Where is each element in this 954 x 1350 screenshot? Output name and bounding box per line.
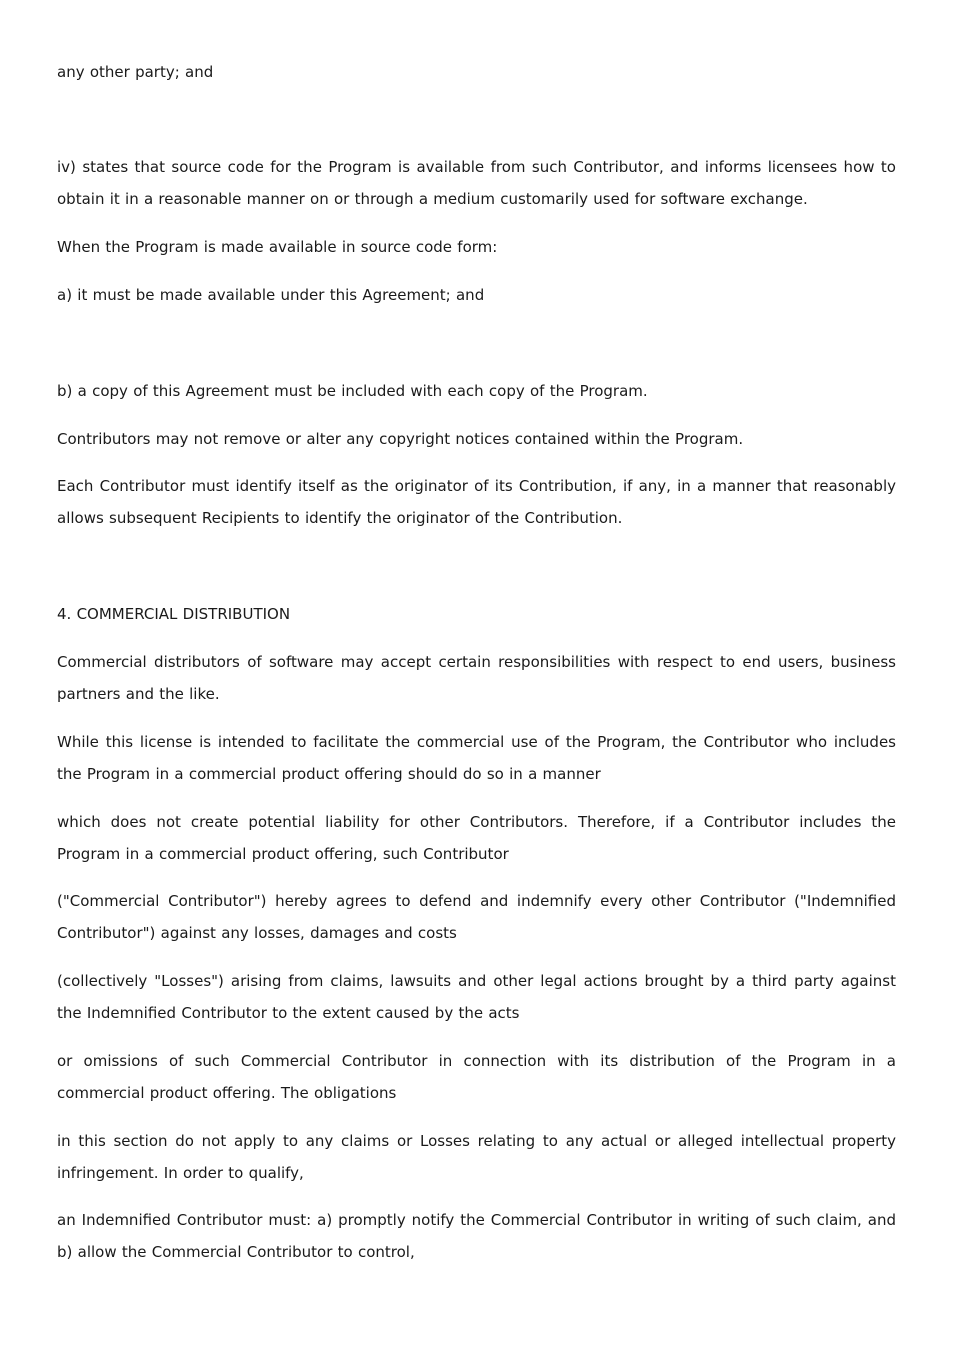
paragraph-iv-source-code: iv) states that source code for the Program is available from such Contributor, and informs licensees how to obtain it in a reasonable manner on or through a medium customarily used for software exchange. (57, 158, 896, 208)
paragraph-in-this-section: in this section do not apply to any claims or Losses relating to any actual or alleged intellectual property infringement. In order to qualify, (57, 1132, 896, 1182)
paragraph-indemnified-contributor-must: an Indemnified Contributor must: a) promptly notify the Commercial Contributor in writing of such claim, and b) allow the Commercial Contributor to control, (57, 1211, 896, 1261)
paragraph-license-intended: While this license is intended to facilitate the commercial use of the Program, the Contributor who includes the Program in a commercial product offering should do so in a manner (57, 733, 896, 783)
paragraph-any-other-party: any other party; and (57, 63, 214, 81)
paragraph-a-made-available: a) it must be made available under this Agreement; and (57, 286, 485, 304)
paragraph-b-copy-of-agreement: b) a copy of this Agreement must be included with each copy of the Program. (57, 382, 648, 400)
paragraph-potential-liability: which does not create potential liability for other Contributors. Therefore, if a Contributor includes the Program in a commercial product offering, such Contributor (57, 813, 896, 863)
paragraph-identify-originator: Each Contributor must identify itself as the originator of its Contribution, if any, in a manner that reasonably allows subsequent Recipients to identify the originator of the Contribution. (57, 477, 896, 527)
paragraph-commercial-contributor: ("Commercial Contributor") hereby agrees to defend and indemnify every other Contributor ("Indemnified Contributor") against any losses, damages and costs (57, 892, 896, 942)
paragraph-omissions: or omissions of such Commercial Contributor in connection with its distribution of the Program in a commercial product offering. The obligations (57, 1052, 896, 1102)
section-heading-commercial-distribution: 4. COMMERCIAL DISTRIBUTION (57, 605, 291, 623)
paragraph-source-code-form: When the Program is made available in source code form: (57, 238, 498, 256)
paragraph-collectively-losses: (collectively "Losses") arising from claims, lawsuits and other legal actions brought by a third party against the Indemnified Contributor to the extent caused by the acts (57, 972, 896, 1022)
paragraph-copyright-notices: Contributors may not remove or alter any copyright notices contained within the Program. (57, 430, 744, 448)
paragraph-commercial-distributors: Commercial distributors of software may accept certain responsibilities with respect to end users, business partners and the like. (57, 653, 896, 703)
